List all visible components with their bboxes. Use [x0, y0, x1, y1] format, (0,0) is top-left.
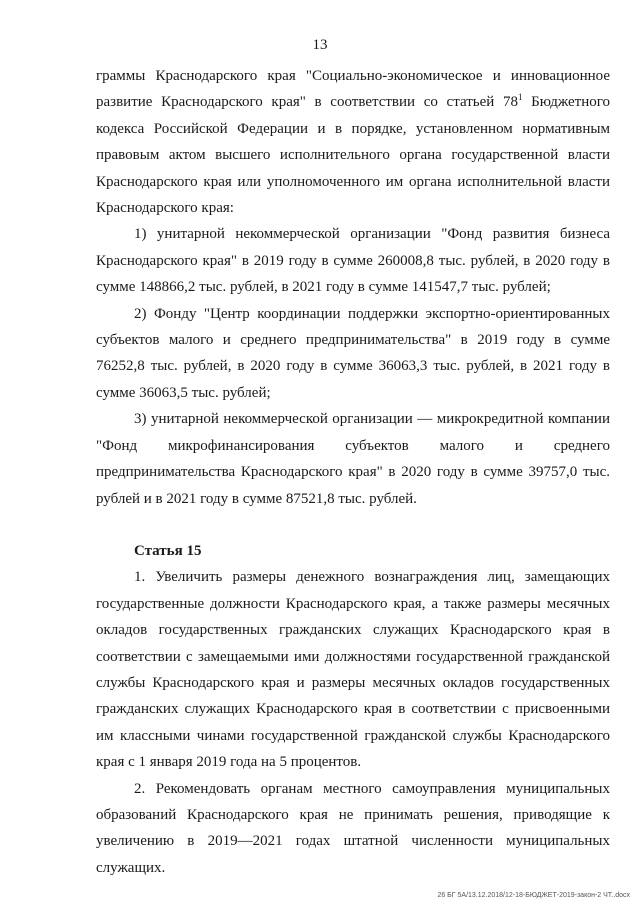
article-paragraph-1: 1. Увеличить размеры денежного вознаграждения лиц, замещающих государственные должности Краснодарского края, а также размеры месячных окладов государственных гражданских служащих Краснодарского края в соответствии с замещаемыми ими должностями государственной гражданской службы Краснодарского края и размеры месячных окладов государственных гражданских служащих Краснодарского края в соответствии с присвоенными им классными чинами государственной гражданской службы Краснодарского края с 1 января 2019 года на 5 процентов. [96, 569, 610, 771]
page-number: 13 [312, 37, 328, 53]
document-body [96, 63, 610, 881]
continuation-paragraph [96, 63, 610, 221]
continuation-text-rest: Бюджетного кодекса Российской Федерации и в порядке, установленном нормативным правовым актом высшего исполнительного органа государственной власти Краснодарского края или уполномоченного им органа исполнительной власти Краснодарского края: [96, 94, 611, 217]
list-item-2: 2) Фонду "Центр координации поддержки экспортно-ориентированных субъектов малого и среднего предпринимательства" в 2019 году в сумме 76252,8 тыс. рублей, в 2020 году в сумме 36063,3 тыс. рублей, в 2021 году в сумме 36063,5 тыс. рублей; [96, 305, 610, 401]
list-item-1: 1) унитарной некоммерческой организации "Фонд развития бизнеса Краснодарского края" в 2019 году в сумме 260008,8 тыс. рублей, в 2020 году в сумме 148866,2 тыс. рублей, в 2021 году в сумме 141547,7 тыс. рублей; [96, 226, 610, 296]
list-item-3: 3) унитарной некоммерческой организации — микрокредитной компании "Фонд микрофинансирования субъектов малого и среднего предпринимательства Краснодарского края" в 2020 году в сумме 39757,0 тыс. рублей и в 2021 году в сумме 87521,8 тыс. рублей. [96, 411, 610, 507]
article-superscript: 1 [517, 92, 523, 103]
article-paragraph-2: 2. Рекомендовать органам местного самоуправления муниципальных образований Краснодарского края не принимать решения, приводящие к увеличению в 2019—2021 годах штатной численности муниципальных служащих. [96, 780, 610, 876]
article-heading: Статья 15 [134, 542, 202, 559]
continuation-text: граммы Краснодарского края "Социально-экономическое и инновационное развитие Краснодарского края" в соответствии со статьей 78 [96, 68, 610, 111]
footer-file-path: 26 БГ 5А/13.12.2018/12-18-БЮДЖЕТ-2019-закон-2 ЧТ..docx [437, 892, 630, 899]
